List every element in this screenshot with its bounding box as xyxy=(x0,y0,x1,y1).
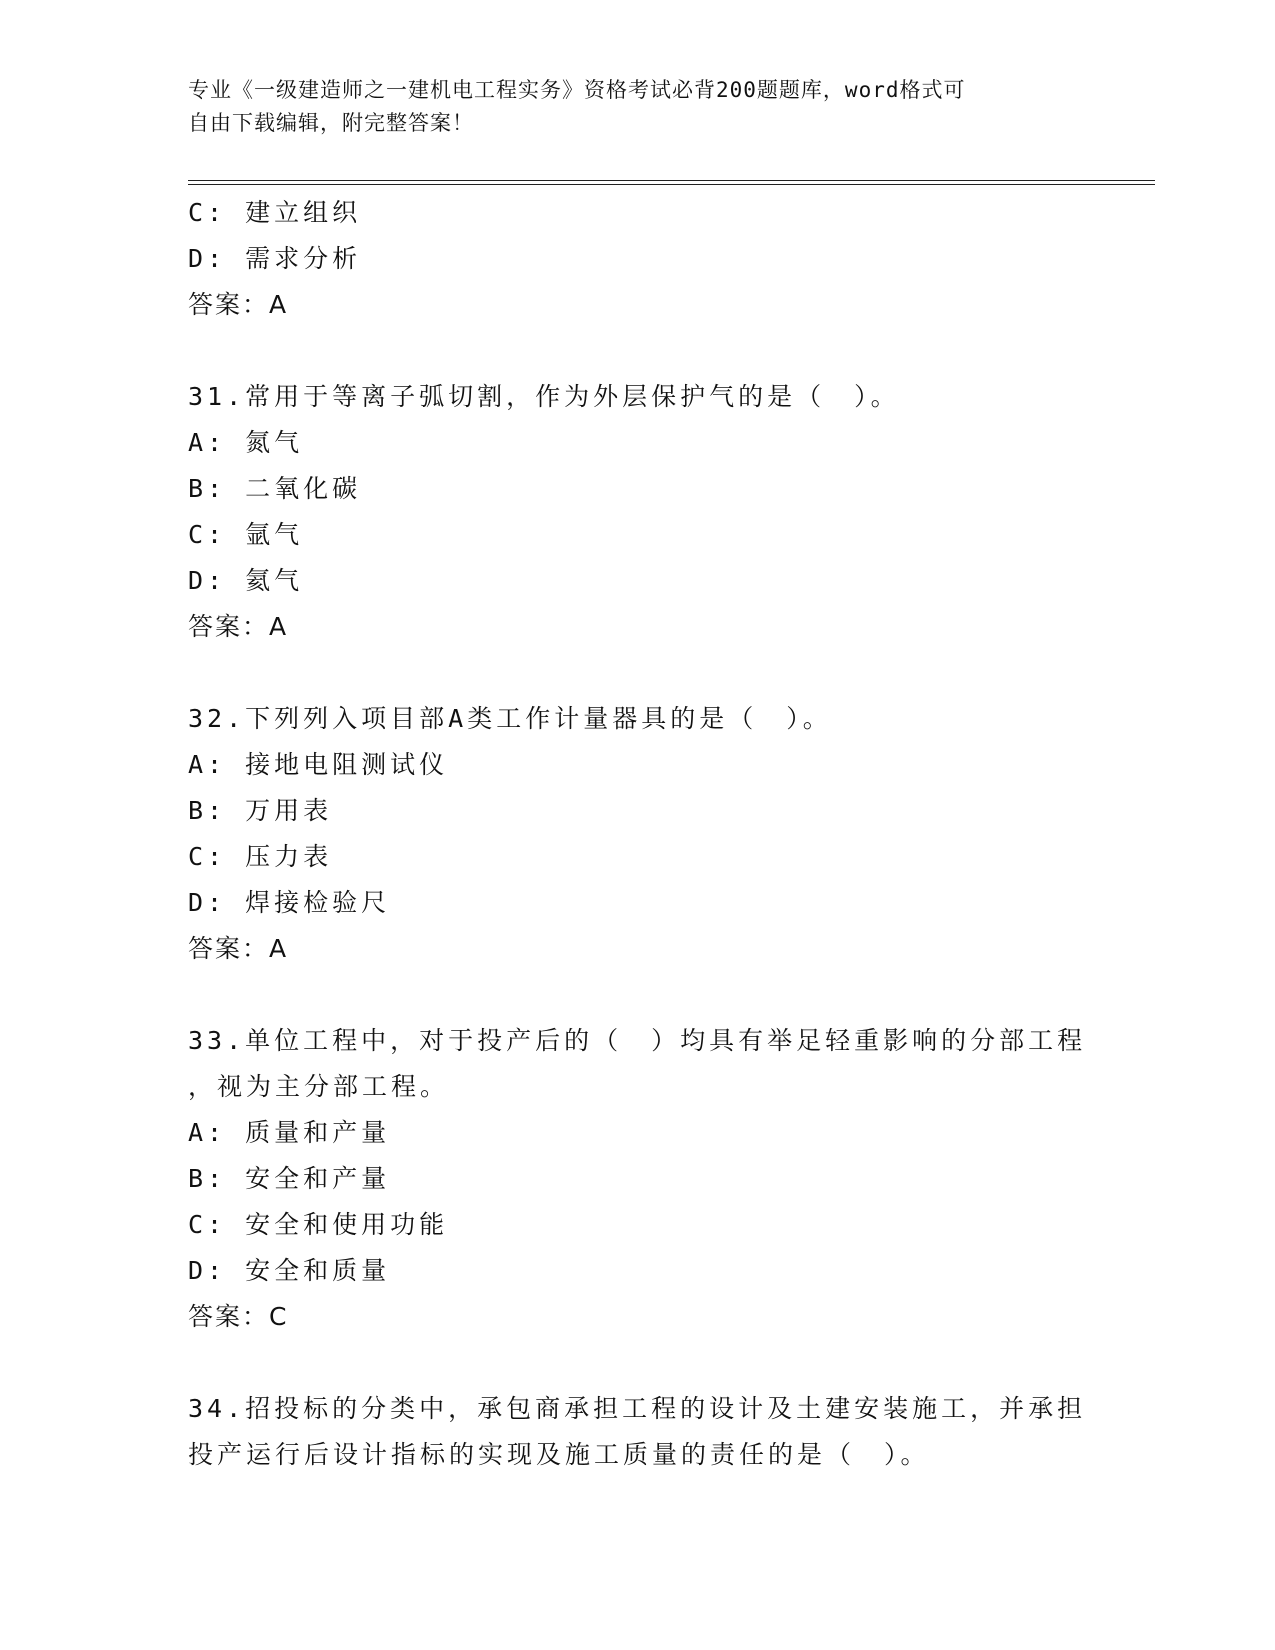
question-31-option-a: A: 氮气 xyxy=(188,428,304,457)
header-line-2: 自由下载编辑，附完整答案！ xyxy=(188,111,474,135)
question-32-answer: 答案：A xyxy=(188,934,289,963)
question-33-option-a: A: 质量和产量 xyxy=(188,1118,391,1147)
question-33-stem-line-1: 33.单位工程中，对于投产后的（ ）均具有举足轻重影响的分部工程 xyxy=(188,1026,1087,1055)
question-content xyxy=(188,190,1088,1478)
question-33-answer: 答案：C xyxy=(188,1302,289,1331)
header-rule-top xyxy=(188,180,1155,181)
question-31-answer: 答案：A xyxy=(188,612,289,641)
question-34-stem-line-2: 投产运行后设计指标的实现及施工质量的责任的是（ ）。 xyxy=(188,1440,930,1469)
question-32-stem: 32.下列列入项目部A类工作计量器具的是（ ）。 xyxy=(188,704,832,733)
question-32-option-b: B: 万用表 xyxy=(188,796,333,825)
header-rule-bottom xyxy=(188,184,1155,185)
question-32-option-c: C: 压力表 xyxy=(188,842,333,871)
question-31-stem: 31.常用于等离子弧切割，作为外层保护气的是（ ）。 xyxy=(188,382,900,411)
spacer xyxy=(188,650,1088,696)
header-line-1: 专业《一级建造师之一建机电工程实务》资格考试必背200题题库，word格式可 xyxy=(188,78,966,102)
spacer xyxy=(188,328,1088,374)
question-31-option-b: B: 二氧化碳 xyxy=(188,474,362,503)
question-33-option-b: B: 安全和产量 xyxy=(188,1164,391,1193)
question-32-option-d: D: 焊接检验尺 xyxy=(188,888,391,917)
carry-answer: 答案：A xyxy=(188,290,289,319)
spacer xyxy=(188,1340,1088,1386)
question-33-option-c: C: 安全和使用功能 xyxy=(188,1210,449,1239)
carry-option-d: D: 需求分析 xyxy=(188,244,362,273)
question-31-option-c: C: 氩气 xyxy=(188,520,304,549)
carry-option-c: C: 建立组织 xyxy=(188,198,362,227)
question-31-option-d: D: 氦气 xyxy=(188,566,304,595)
spacer xyxy=(188,972,1088,1018)
question-34-stem-line-1: 34.招投标的分类中，承包商承担工程的设计及土建安装施工，并承担 xyxy=(188,1394,1087,1423)
question-33-option-d: D: 安全和质量 xyxy=(188,1256,391,1285)
question-32-option-a: A: 接地电阻测试仪 xyxy=(188,750,449,779)
document-header xyxy=(188,74,1068,140)
question-33-stem-line-2: ，视为主分部工程。 xyxy=(188,1072,450,1101)
